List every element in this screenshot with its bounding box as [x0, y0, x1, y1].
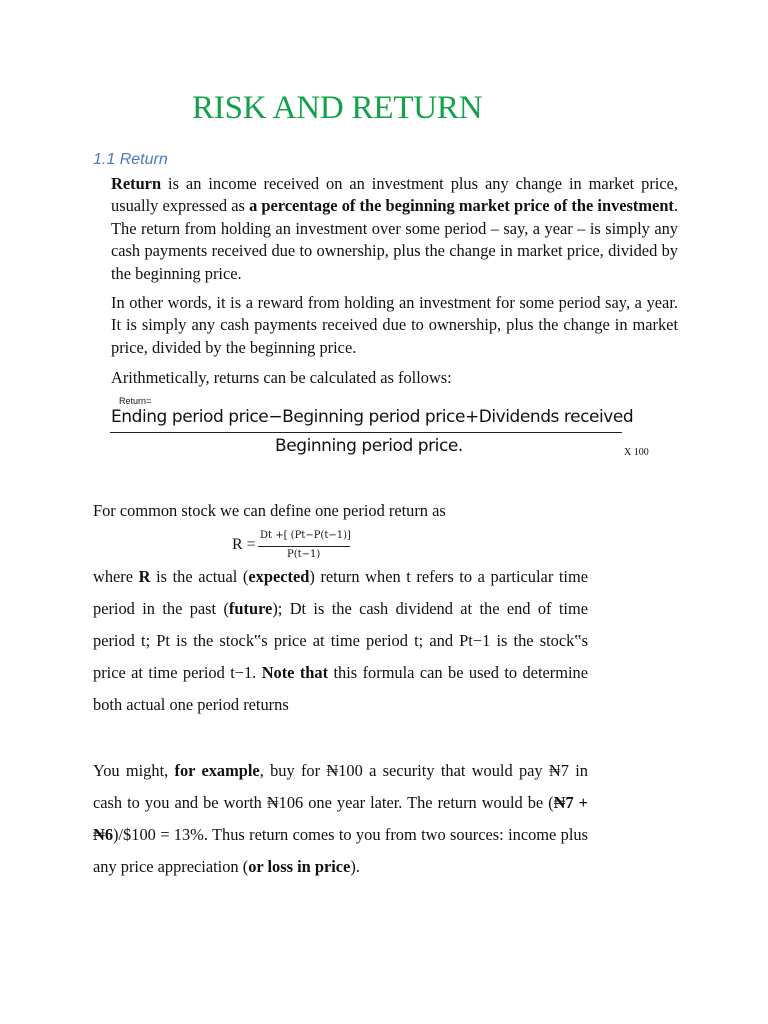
paragraph-where-r: [93, 561, 588, 721]
bold-term-return: Return: [111, 174, 162, 193]
text-segment: ) return when t refers to a particular time period in the past (: [93, 567, 589, 618]
text-segment: is the actual (: [150, 567, 249, 586]
text-segment: , buy for ₦100 a security that would pay ₦7 in cash to you and be worth ₦106 one year later. The return would be (: [93, 761, 588, 812]
section-heading: 1.1 Return: [93, 151, 168, 168]
formula-multiplier: X 100: [624, 447, 649, 458]
formula2-denominator: P(t−1): [287, 549, 321, 560]
bold-for-example: for example: [174, 761, 260, 780]
formula-return-label: Return=: [119, 396, 152, 406]
document-title: RISK AND RETURN: [192, 90, 483, 126]
bold-expected: expected: [248, 567, 310, 586]
formula2-lhs: R =: [232, 536, 256, 553]
fraction-bar: [110, 432, 622, 433]
formula-denominator: Beginning period price.: [275, 436, 463, 456]
text-segment: You might,: [93, 761, 175, 780]
bold-note-that: Note that: [261, 663, 329, 682]
text-segment: )/$100 = 13%. Thus return comes to you from two sources: income plus any price appreciation (: [93, 825, 588, 876]
text-segment: is an income received on an investment plus any change in market price, usually expressed as: [111, 174, 678, 216]
text-segment: ); Dt is the cash dividend at the end of time period t; Pt is the stock‟s price at time period t; and Pt−1 is the stock‟s price at time period t−1.: [93, 599, 588, 682]
formula2-numerator: Dt +[ (Pt−P(t−1)]: [260, 530, 351, 541]
text-segment: where: [93, 567, 139, 586]
paragraph-example: [93, 755, 588, 883]
text-segment: . The return from holding an investment over some period – say, a year – is simply any cash payments received due to ownership, plus the change in market price, divided by the beginning price.: [111, 196, 679, 283]
bold-amounts: ₦7 + ₦6: [93, 793, 588, 844]
paragraph-return-definition: [111, 173, 678, 285]
paragraph-common-stock: For common stock we can define one period return as: [93, 501, 446, 520]
bold-r: R: [138, 567, 151, 586]
text-segment: ).: [350, 857, 360, 876]
formula2-fraction-bar: [258, 546, 350, 547]
formula-numerator: Ending period price−Beginning period price+Dividends received: [111, 407, 634, 427]
bold-future: future: [228, 599, 273, 618]
bold-percentage-phrase: a percentage of the beginning market price of the investment: [249, 196, 674, 216]
paragraph-other-words: In other words, it is a reward from holding an investment for some period say, a year. It is simply any cash payments received due to ownership, plus the change in market price, divided by the beginning price.: [111, 293, 678, 357]
paragraph-arithmetically: Arithmetically, returns can be calculated as follows:: [111, 368, 452, 387]
bold-or-loss: or loss in price: [248, 857, 351, 876]
text-segment: this formula can be used to determine both actual one period returns: [93, 663, 589, 714]
